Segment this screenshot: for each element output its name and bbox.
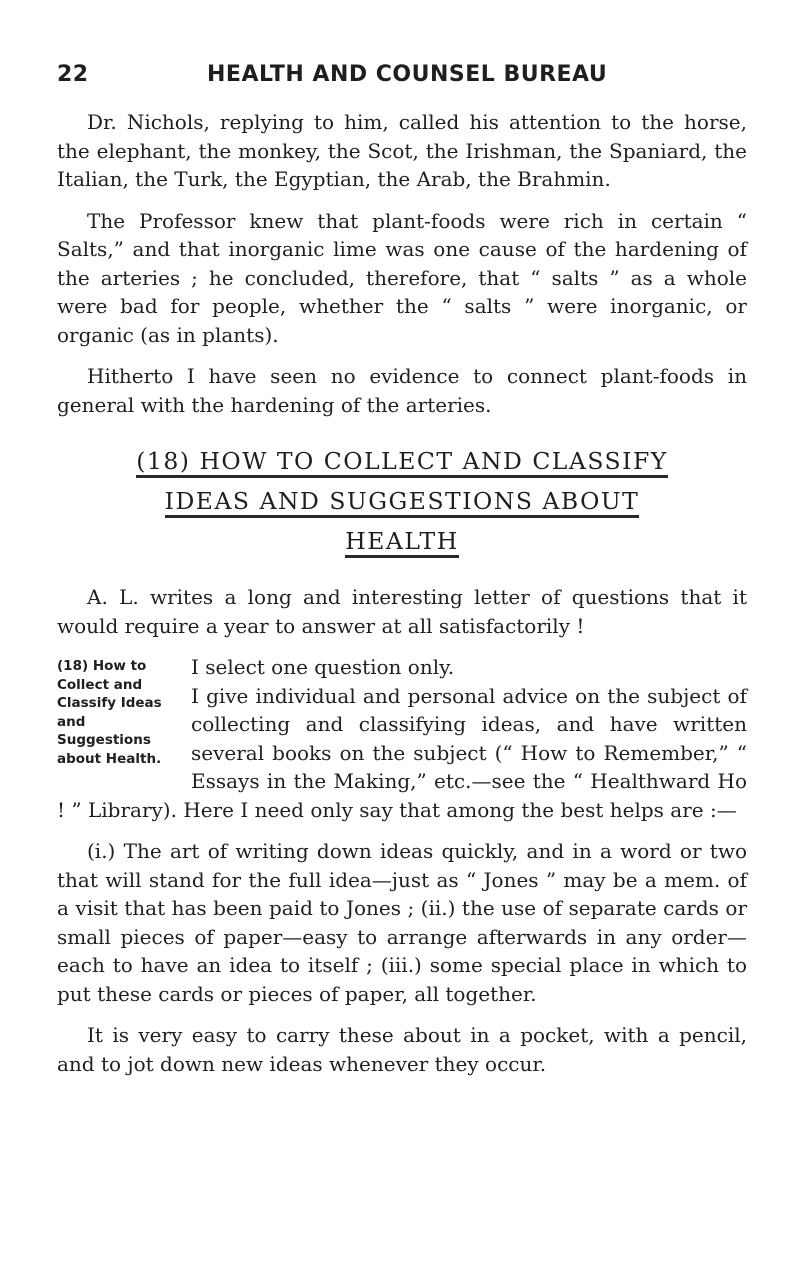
section-heading [57, 441, 747, 561]
margin-sidenote [57, 653, 179, 768]
section-heading-line-2: IDEAS AND SUGGESTIONS ABOUT [165, 487, 640, 518]
paragraph-letter-of-questions: A. L. writes a long and interesting letter of questions that it would require a year to answer at all satisfactorily ! [57, 585, 747, 638]
sidenote-line-1: (18) How to [57, 658, 147, 674]
sidenote-line-5: about Health. [57, 750, 162, 767]
sidenote-line-4: and Suggestions [57, 713, 151, 748]
page-number: 22 [57, 62, 89, 87]
paragraph-nichols-reply: Dr. Nichols, replying to him, called his attention to the horse, the elephant, the monkey, the Scot, the Irishman, the Spaniard, the Italian, the Turk, the Egyptian, the Arab, the Brahmin. [57, 110, 747, 191]
sidenote-line-3: Classify Ideas [57, 695, 162, 711]
paragraph-best-helps: (i.) The art of writing down ideas quickly, and in a word or two that will stand for the full idea—just as “ Jones ” may be a mem. of a visit that has been paid to Jones ; (ii.) the use of separate cards or small pieces of paper—easy to arrange afterwards in any order—each to have an idea to itself ; (iii.) some special place in which to put these cards or pieces of paper, all together. [57, 839, 747, 1006]
paragraph-carry-cards: It is very easy to carry these about in a pocket, with a pencil, and to jot down new ideas whenever they occur. [57, 1023, 747, 1076]
section-heading-line-1: (18) HOW TO COLLECT AND CLASSIFY [136, 447, 668, 478]
paragraph-professor-salts: The Professor knew that plant-foods were rich in certain “ Salts,” and that inorganic lime was one cause of the hardening of the arteries ; he concluded, therefore, that “ salts ” as a whole were bad for people, whether the “ salts ” were inorganic, or organic (as in plants). [57, 208, 747, 347]
paragraph-select-one: I select one question only. [191, 655, 455, 679]
sidenote-line-2: Collect and [57, 676, 143, 693]
running-title: HEALTH AND COUNSEL BUREAU [207, 62, 608, 87]
body-text [57, 108, 747, 1091]
paragraph-no-evidence: Hitherto I have seen no evidence to connect plant-foods in general with the hardening of the arteries. [57, 364, 747, 417]
running-head [57, 62, 747, 92]
section-heading-line-3: HEALTH [345, 527, 458, 558]
paragraph-personal-advice: I give individual and personal advice on the subject of collecting and classifying ideas, and have written several books on the subject (“ How to Remember,” “ Essays in the Making,” etc.—see the “ Healthward Ho ! ” Library). Here I need only say that among the best helps are :— [57, 683, 747, 822]
book-page [57, 0, 747, 1280]
